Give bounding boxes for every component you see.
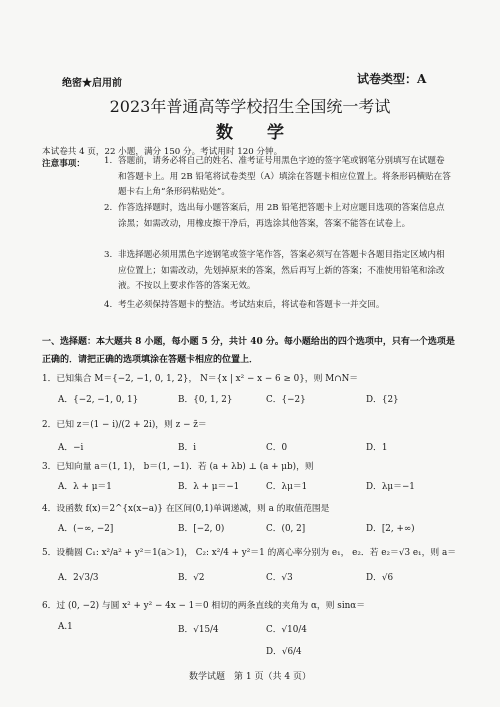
note-number: 4. bbox=[104, 300, 113, 310]
q3-option-a: A．λ + μ＝1 bbox=[58, 482, 112, 492]
notes-label: 注意事项： bbox=[42, 159, 85, 169]
q6-option-a: A.1 bbox=[58, 622, 73, 632]
q6-option-c: C．√10/4 bbox=[266, 625, 307, 635]
note-number: 2. bbox=[104, 203, 113, 213]
exam-title: 2023年普通高等学校招生全国统一考试 bbox=[109, 97, 391, 116]
question-5-stem: 5．设椭圆 C₁: x²/a² + y²＝1(a＞1)， C₂: x²/4 + y²＝1 的离心率分别为 e₁， e₂．若 e₂＝√3 e₁，则 a＝ bbox=[42, 548, 457, 558]
q1-option-d: D．{2} bbox=[366, 395, 399, 405]
note-item bbox=[104, 154, 453, 201]
question-4-stem: 4．设函数 f(x)＝2^{x(x−a)} 在区间(0,1)单调递减，则 a 的取值范围是 bbox=[42, 504, 330, 514]
note-number: 1. bbox=[104, 156, 113, 166]
section-heading: 一、选择题：本大题共 8 小题，每小题 5 分，共计 40 分。每小题给出的四个选项中，只有一个选项是正确的．请把正确的选项填涂在答题卡相应的位置上． bbox=[42, 337, 455, 365]
q5-option-c: C．√3 bbox=[266, 573, 293, 583]
note-number: 3. bbox=[104, 250, 113, 260]
q2-option-c: C．0 bbox=[266, 443, 288, 453]
q1-option-b: B．{0, 1, 2} bbox=[178, 395, 233, 405]
q4-option-c: C．(0, 2] bbox=[266, 524, 306, 534]
q4-option-b: B．[−2, 0) bbox=[178, 524, 225, 534]
q2-option-b: B．i bbox=[178, 443, 197, 453]
paper-type-label: 试卷类型：A bbox=[357, 72, 427, 86]
q3-option-c: C．λμ＝1 bbox=[266, 482, 308, 492]
q5-option-b: B．√2 bbox=[178, 573, 205, 583]
note-item bbox=[104, 248, 453, 295]
q2-option-a: A．−i bbox=[58, 443, 84, 453]
exam-intro: 本试卷共 4 页，22 小题，满分 150 分。考试用时 120 分钟。 bbox=[42, 147, 283, 157]
note-text: 考生必须保持答题卡的整洁。考试结束后，将试卷和答题卡一并交回。 bbox=[118, 300, 385, 310]
note-item bbox=[104, 298, 453, 314]
question-6-stem: 6．过 (0, −2) 与圆 x² + y² − 4x − 1＝0 相切的两条直线的夹角为 α，则 sinα＝ bbox=[42, 601, 366, 611]
q4-option-d: D．[2, +∞) bbox=[366, 524, 415, 534]
q5-option-a: A．2√3/3 bbox=[58, 573, 99, 583]
q6-option-b: B．√15/4 bbox=[178, 625, 219, 635]
q5-option-d: D．√6 bbox=[366, 573, 394, 583]
q1-option-a: A．{−2, −1, 0, 1} bbox=[58, 395, 139, 405]
q6-option-d: D．√6/4 bbox=[266, 647, 302, 657]
q3-option-d: D．λμ＝−1 bbox=[366, 482, 415, 492]
note-text: 作答选择题时，选出每小题答案后，用 2B 铅笔把答题卡上对应题目选项的答案信息点涂黑；如需改动，用橡皮擦干净后，再选涂其他答案，答案不能答在试卷上。 bbox=[118, 203, 445, 229]
question-1-stem: 1．已知集合 M＝{−2, −1, 0, 1, 2}， N＝{x | x² − x − 6 ≥ 0}，则 M∩N＝ bbox=[42, 374, 359, 384]
note-item bbox=[104, 201, 453, 232]
confidential-label: 绝密★启用前 bbox=[62, 78, 122, 89]
page-footer: 数学试题 第 1 页（共 4 页） bbox=[189, 672, 311, 682]
q2-option-d: D．1 bbox=[366, 443, 388, 453]
question-2-stem: 2．已知 z＝(1 − i)/(2 + 2i)，则 z − z̄＝ bbox=[42, 420, 207, 430]
q3-option-b: B．λ + μ＝−1 bbox=[178, 482, 240, 492]
note-text: 答题前，请务必将自己的姓名、准考证号用黑色字迹的签字笔或钢笔分别填写在试题卷和答题卡上。用 2B 铅笔将试卷类型（A）填涂在答题卡相应位置上。将条形码横贴在答题卡右上角“条形码粘贴处”。 bbox=[118, 156, 451, 197]
subject-title: 数 学 bbox=[216, 123, 298, 143]
q4-option-a: A．(−∞, −2] bbox=[58, 524, 114, 534]
q1-option-c: C．{−2} bbox=[266, 395, 306, 405]
question-3-stem: 3．已知向量 a＝(1, 1)， b＝(1, −1)．若 (a + λb) ⊥ (a + μb)，则 bbox=[42, 462, 314, 472]
note-text: 非选择题必须用黑色字迹钢笔或签字笔作答，答案必须写在答题卡各题目指定区域内相应位置上；如需改动，先划掉原来的答案，然后再写上新的答案；不准使用铅笔和涂改液。不按以上要求作答的答案无效。 bbox=[118, 250, 445, 291]
